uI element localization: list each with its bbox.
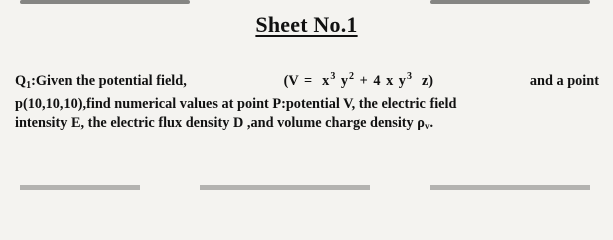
question-block (15, 72, 599, 136)
potential-formula: ($V = x^3$ $y^2 + 4$ x $y^3$ z) (283, 71, 434, 89)
question-line-1-tail: and a point (529, 73, 599, 89)
bottom-edge-text-fragment (200, 185, 370, 190)
question-line-2: p(10,10,10),find numerical values at point P:potential V, the electric field (15, 96, 457, 112)
question-line-3: intensity E, the electric flux density D ,and volume charge density ρv. (15, 115, 434, 131)
question-intro: $Q_1:Given$ the potential field, (15, 73, 187, 91)
top-edge-text-fragment (430, 0, 590, 4)
sheet-title: Sheet No.1 (255, 12, 358, 37)
question-label: $Q_1$ (15, 73, 32, 91)
bottom-edge-text-fragment (430, 185, 590, 190)
top-edge-text-fragment (20, 0, 190, 4)
bottom-edge-text-fragment (20, 185, 140, 190)
question-line-1 (15, 72, 599, 95)
